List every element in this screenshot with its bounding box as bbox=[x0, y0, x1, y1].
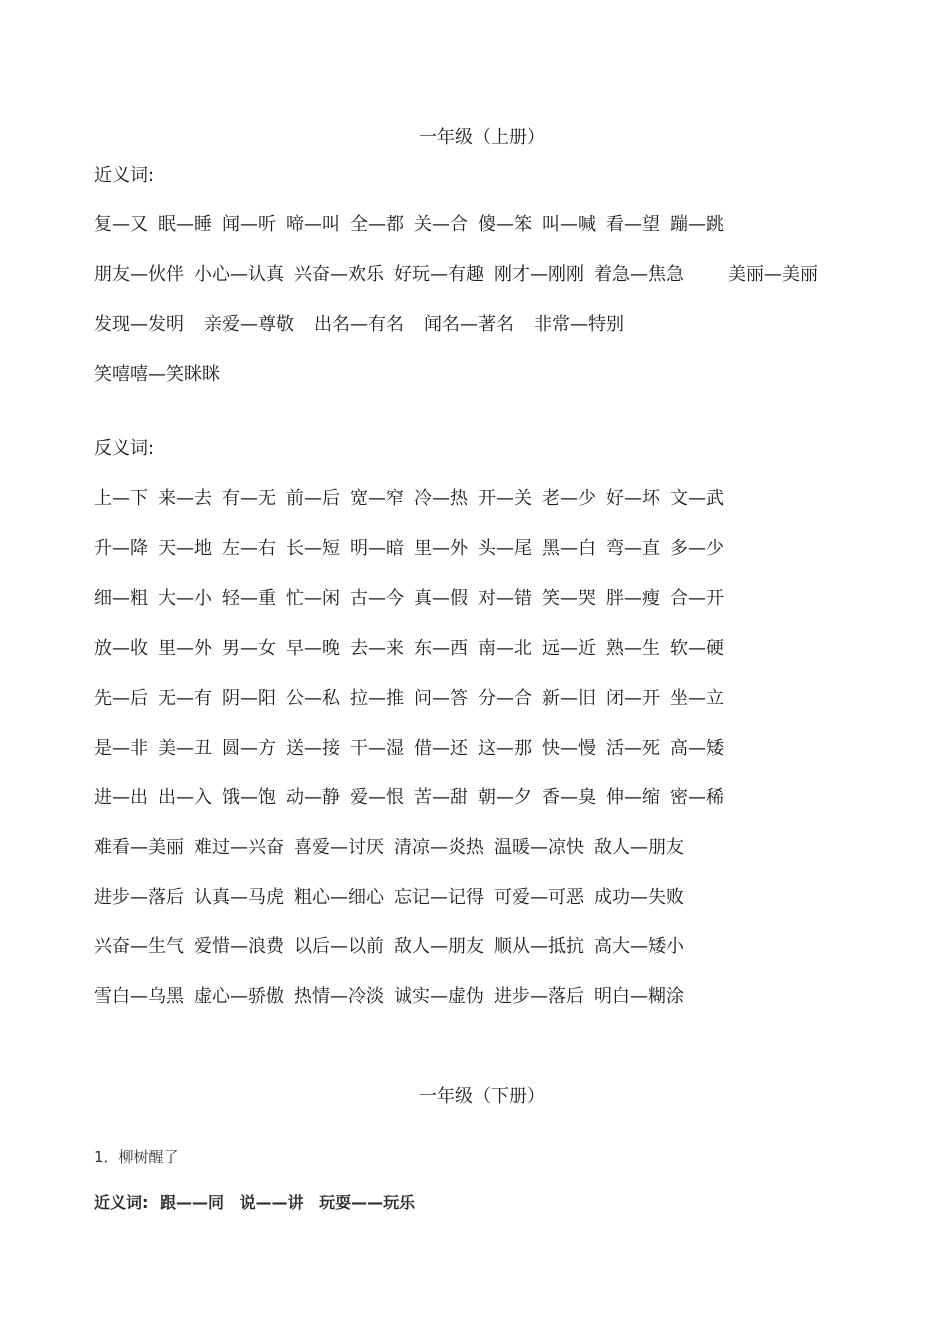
word-pair: 闭—开 bbox=[606, 688, 660, 709]
word-pair: 这—那 bbox=[478, 738, 532, 759]
word-pair: 升—降 bbox=[94, 538, 148, 559]
word-pair: 前—后 bbox=[286, 488, 340, 509]
word-pair: 闻—听 bbox=[222, 214, 276, 235]
word-pair: 虚心—骄傲 bbox=[194, 986, 284, 1007]
antonym-row bbox=[94, 537, 734, 561]
word-pair: 笑嘻嘻—笑眯眯 bbox=[94, 364, 220, 385]
word-pair: 爱—恨 bbox=[350, 787, 404, 808]
synonym-row bbox=[94, 313, 644, 337]
word-pair: 雪白—乌黑 bbox=[94, 986, 184, 1007]
word-pair: 轻—重 bbox=[222, 588, 276, 609]
word-pair: 伸—缩 bbox=[606, 787, 660, 808]
word-pair: 全—都 bbox=[350, 214, 404, 235]
word-pair: 动—静 bbox=[286, 787, 340, 808]
word-pair: 远—近 bbox=[542, 638, 596, 659]
word-pair: 关—合 bbox=[414, 214, 468, 235]
word-pair: 去—来 bbox=[350, 638, 404, 659]
lesson-synonyms-label: 近义词: bbox=[94, 1193, 149, 1212]
word-pair: 里—外 bbox=[414, 538, 468, 559]
word-pair: 来—去 bbox=[158, 488, 212, 509]
word-pair: 是—非 bbox=[94, 738, 148, 759]
word-pair: 出—入 bbox=[158, 787, 212, 808]
word-pair: 忘记—记得 bbox=[394, 887, 484, 908]
word-pair: 朋友—伙伴 bbox=[94, 264, 184, 285]
word-pair: 冷—热 bbox=[414, 488, 468, 509]
word-pair: 小心—认真 bbox=[194, 264, 284, 285]
word-pair: 进步—落后 bbox=[94, 887, 184, 908]
word-pair: 美丽—美丽 bbox=[728, 264, 818, 285]
word-pair: 文—武 bbox=[670, 488, 724, 509]
word-pair: 南—北 bbox=[478, 638, 532, 659]
word-pair: 胖—瘦 bbox=[606, 588, 660, 609]
word-pair: 可爱—可恶 bbox=[494, 887, 584, 908]
word-pair: 兴奋—欢乐 bbox=[294, 264, 384, 285]
word-pair: 大—小 bbox=[158, 588, 212, 609]
word-pair: 成功—失败 bbox=[594, 887, 684, 908]
word-pair: 闻名—著名 bbox=[424, 314, 514, 335]
word-pair: 合—开 bbox=[670, 588, 724, 609]
synonym-row bbox=[94, 363, 230, 387]
word-pair: 啼—叫 bbox=[286, 214, 340, 235]
word-pair: 爱惜—浪费 bbox=[194, 936, 284, 957]
word-pair: 高—矮 bbox=[670, 738, 724, 759]
word-pair: 进—出 bbox=[94, 787, 148, 808]
word-pair: 诚实—虚伪 bbox=[394, 986, 484, 1007]
word-pair: 难看—美丽 bbox=[94, 837, 184, 858]
word-pair: 顺从—抵抗 bbox=[494, 936, 584, 957]
word-pair: 真—假 bbox=[414, 588, 468, 609]
word-pair: 黑—白 bbox=[542, 538, 596, 559]
word-pair: 好玩—有趣 bbox=[394, 264, 484, 285]
antonym-row bbox=[94, 935, 694, 959]
word-pair: 先—后 bbox=[94, 688, 148, 709]
word-pair: 刚才—刚刚 bbox=[494, 264, 584, 285]
word-pair: 说——讲 bbox=[239, 1193, 304, 1212]
word-pair: 公—私 bbox=[286, 688, 340, 709]
antonym-row bbox=[94, 487, 734, 511]
word-pair: 男—女 bbox=[222, 638, 276, 659]
synonym-row bbox=[94, 213, 734, 237]
word-pair: 出名—有名 bbox=[314, 314, 404, 335]
antonym-row bbox=[94, 687, 734, 711]
word-pair: 明白—糊涂 bbox=[594, 986, 684, 1007]
word-pair: 亲爱—尊敬 bbox=[204, 314, 294, 335]
word-pair: 天—地 bbox=[158, 538, 212, 559]
word-pair: 喜爱—讨厌 bbox=[294, 837, 384, 858]
word-pair: 阴—阳 bbox=[222, 688, 276, 709]
word-pair: 敌人—朋友 bbox=[394, 936, 484, 957]
word-pair: 敌人—朋友 bbox=[594, 837, 684, 858]
word-pair: 清凉—炎热 bbox=[394, 837, 484, 858]
antonym-row bbox=[94, 836, 694, 860]
word-pair: 拉—推 bbox=[350, 688, 404, 709]
word-pair: 蹦—跳 bbox=[670, 214, 724, 235]
word-pair: 无—有 bbox=[158, 688, 212, 709]
word-pair: 进步—落后 bbox=[494, 986, 584, 1007]
word-pair: 温暖—凉快 bbox=[494, 837, 584, 858]
word-pair: 头—尾 bbox=[478, 538, 532, 559]
word-pair: 问—答 bbox=[414, 688, 468, 709]
word-pair: 快—慢 bbox=[542, 738, 596, 759]
word-pair: 美—丑 bbox=[158, 738, 212, 759]
word-pair: 熟—生 bbox=[606, 638, 660, 659]
antonyms-label: 反义词: bbox=[94, 438, 155, 459]
word-pair: 玩耍——玩乐 bbox=[319, 1193, 416, 1212]
word-pair: 热情—冷淡 bbox=[294, 986, 384, 1007]
word-pair: 里—外 bbox=[158, 638, 212, 659]
lesson-heading: 1．柳树醒了 bbox=[94, 1148, 179, 1166]
word-pair: 坐—立 bbox=[670, 688, 724, 709]
word-pair: 老—少 bbox=[542, 488, 596, 509]
word-pair: 兴奋—生气 bbox=[94, 936, 184, 957]
lower-volume-title: 一年级（下册） bbox=[419, 1086, 545, 1107]
word-pair: 早—晚 bbox=[286, 638, 340, 659]
word-pair: 软—硬 bbox=[670, 638, 724, 659]
word-pair: 干—湿 bbox=[350, 738, 404, 759]
word-pair: 发现—发明 bbox=[94, 314, 184, 335]
word-pair: 傻—笨 bbox=[478, 214, 532, 235]
word-pair: 弯—直 bbox=[606, 538, 660, 559]
word-pair: 对—错 bbox=[478, 588, 532, 609]
antonym-row bbox=[94, 786, 734, 810]
word-pair: 复—又 bbox=[94, 214, 148, 235]
word-pair: 眠—睡 bbox=[158, 214, 212, 235]
word-pair: 高大—矮小 bbox=[594, 936, 684, 957]
word-pair: 朝—夕 bbox=[478, 787, 532, 808]
word-pair: 古—今 bbox=[350, 588, 404, 609]
word-pair: 饿—饱 bbox=[222, 787, 276, 808]
antonym-row bbox=[94, 587, 734, 611]
word-pair: 左—右 bbox=[222, 538, 276, 559]
synonym-row bbox=[94, 263, 828, 287]
word-pair: 笑—哭 bbox=[542, 588, 596, 609]
word-pair: 看—望 bbox=[606, 214, 660, 235]
word-pair: 细—粗 bbox=[94, 588, 148, 609]
word-pair: 难过—兴奋 bbox=[194, 837, 284, 858]
word-pair: 香—臭 bbox=[542, 787, 596, 808]
antonym-row bbox=[94, 737, 734, 761]
synonyms-label: 近义词: bbox=[94, 165, 155, 186]
antonym-row bbox=[94, 886, 694, 910]
word-pair: 圆—方 bbox=[222, 738, 276, 759]
word-pair: 忙—闲 bbox=[286, 588, 340, 609]
word-pair: 活—死 bbox=[606, 738, 660, 759]
word-pair: 认真—马虎 bbox=[194, 887, 284, 908]
antonym-row bbox=[94, 637, 734, 661]
antonym-row bbox=[94, 985, 694, 1009]
word-pair: 有—无 bbox=[222, 488, 276, 509]
word-pair: 东—西 bbox=[414, 638, 468, 659]
word-pair: 多—少 bbox=[670, 538, 724, 559]
word-pair: 放—收 bbox=[94, 638, 148, 659]
word-pair: 叫—喊 bbox=[542, 214, 596, 235]
word-pair: 粗心—细心 bbox=[294, 887, 384, 908]
word-pair: 开—关 bbox=[478, 488, 532, 509]
word-pair: 非常—特别 bbox=[534, 314, 624, 335]
lesson-synonyms-row bbox=[94, 1192, 415, 1214]
word-pair: 着急—焦急 bbox=[594, 264, 684, 285]
word-pair: 明—暗 bbox=[350, 538, 404, 559]
word-pair: 长—短 bbox=[286, 538, 340, 559]
word-pair: 好—坏 bbox=[606, 488, 660, 509]
word-pair: 送—接 bbox=[286, 738, 340, 759]
word-pair: 借—还 bbox=[414, 738, 468, 759]
upper-volume-title: 一年级（上册） bbox=[419, 127, 545, 148]
word-pair: 上—下 bbox=[94, 488, 148, 509]
word-pair: 苦—甜 bbox=[414, 787, 468, 808]
word-pair: 以后—以前 bbox=[294, 936, 384, 957]
word-pair: 新—旧 bbox=[542, 688, 596, 709]
word-pair: 分—合 bbox=[478, 688, 532, 709]
word-pair: 宽—窄 bbox=[350, 488, 404, 509]
word-pair: 跟——同 bbox=[159, 1193, 224, 1212]
word-pair: 密—稀 bbox=[670, 787, 724, 808]
